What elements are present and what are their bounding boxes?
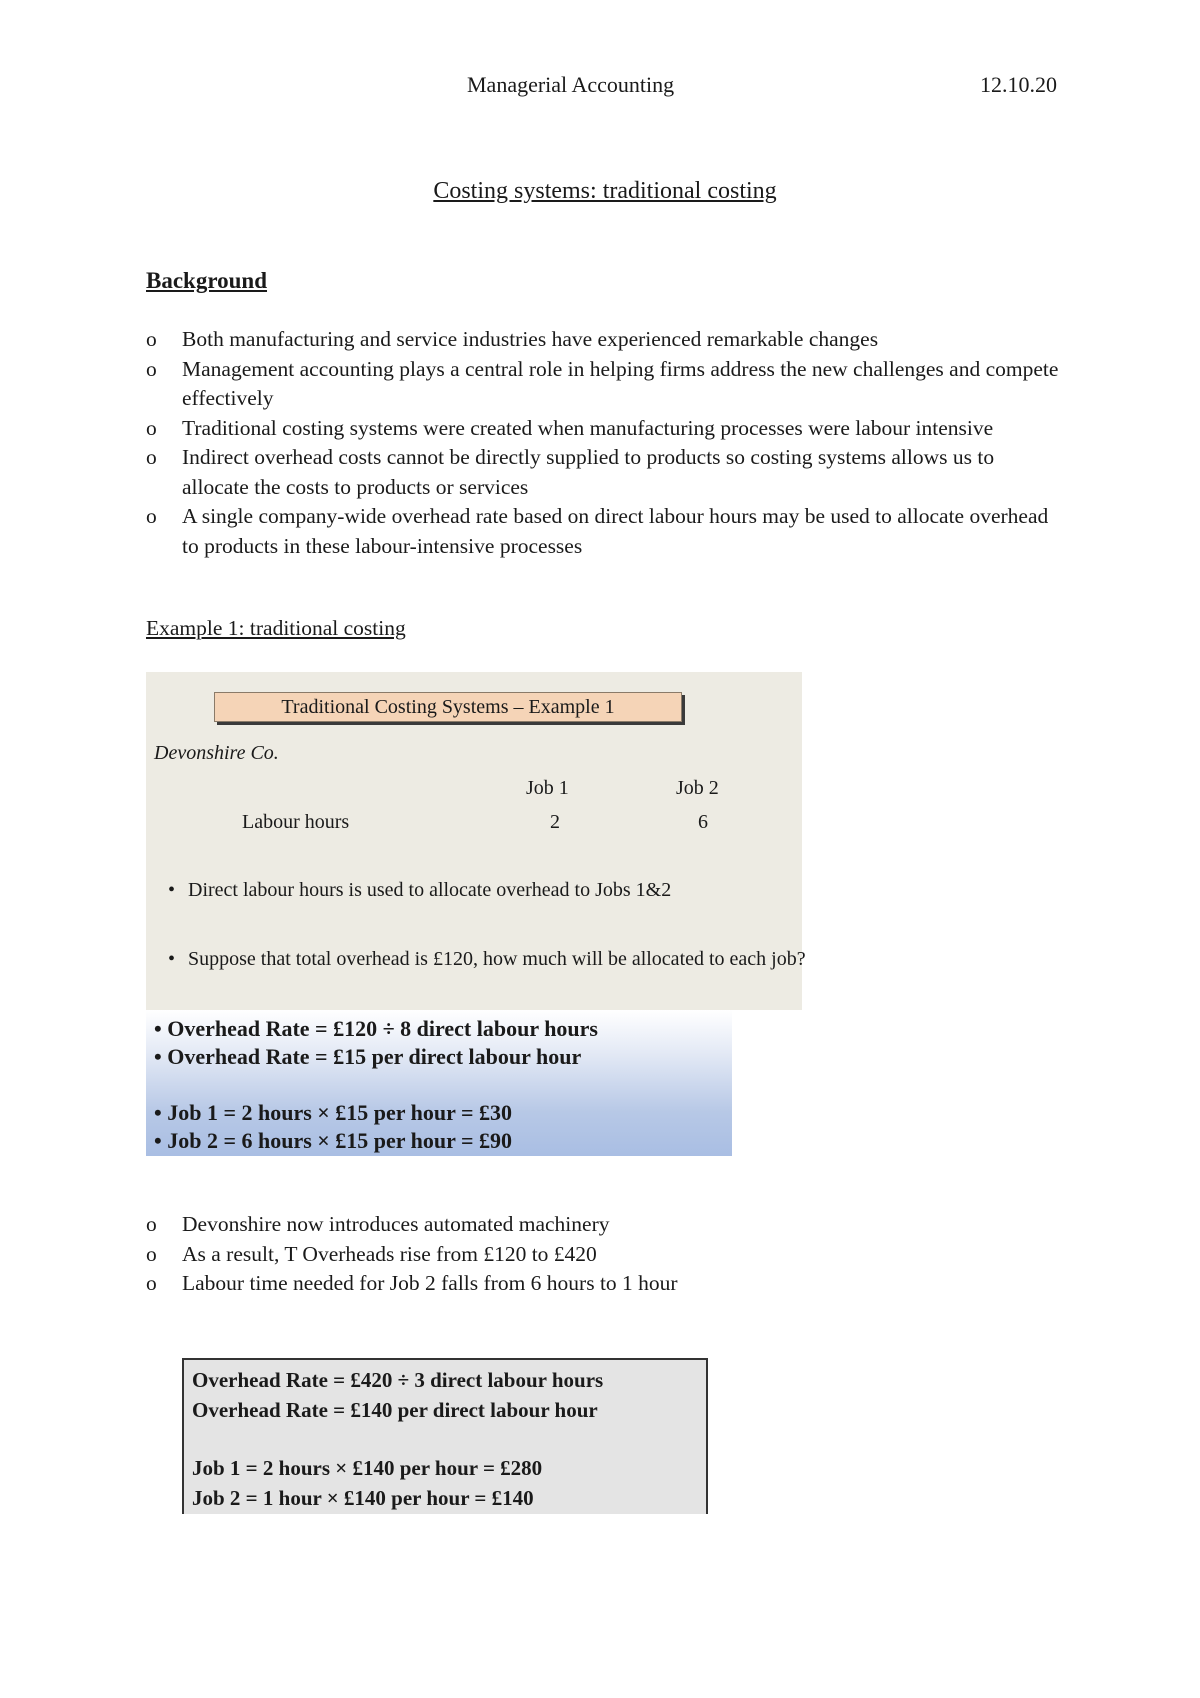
slide-job2-hours: 6 — [698, 811, 708, 833]
calc-line: • Job 1 = 2 hours × £15 per hour = £30 — [154, 1100, 513, 1125]
calc-line: Overhead Rate = £140 per direct labour hour — [192, 1398, 598, 1422]
calc-line: Job 2 = 1 hour × £140 per hour = £140 — [192, 1486, 534, 1510]
header-course-title: Managerial Accounting — [467, 72, 675, 97]
list-item: o A single company-wide overhead rate based on direct labour hours may be used to allocate overhead to products in these labour-intensive processes — [146, 502, 1066, 561]
calc-line: Overhead Rate = £420 ÷ 3 direct labour hours — [192, 1368, 604, 1392]
slide-banner: Traditional Costing Systems – Example 1 — [214, 692, 682, 722]
calculation-box-2 — [182, 1358, 708, 1514]
background-bullet-list — [146, 325, 1066, 561]
slide-column-job2: Job 2 — [676, 777, 719, 799]
followup-bullet-list — [146, 1210, 1066, 1299]
list-item: o Labour time needed for Job 2 falls from 6 hours to 1 hour — [146, 1269, 1066, 1299]
list-item: o Indirect overhead costs cannot be directly supplied to products so costing systems allows us to allocate the costs to products or services — [146, 443, 1066, 502]
slide-column-job1: Job 1 — [526, 777, 569, 799]
example-heading: Example 1: traditional costing — [146, 616, 406, 640]
slide-row-label: Labour hours — [242, 811, 350, 833]
calc-line: Job 1 = 2 hours × £140 per hour = £280 — [192, 1456, 543, 1480]
list-item: o Management accounting plays a central role in helping firms address the new challenges and compete effectively — [146, 355, 1066, 414]
list-item: o Traditional costing systems were created when manufacturing processes were labour intensive — [146, 414, 1066, 444]
list-item: o Devonshire now introduces automated machinery — [146, 1210, 1066, 1240]
background-heading: Background — [146, 268, 268, 293]
example-slide — [146, 672, 806, 1010]
list-item: o Both manufacturing and service industries have experienced remarkable changes — [146, 325, 1066, 355]
slide-company-name: Devonshire Co. — [154, 742, 279, 764]
header-date: 12.10.20 — [980, 72, 1057, 97]
slide-job1-hours: 2 — [550, 811, 560, 833]
document-title: Costing systems: traditional costing — [433, 178, 777, 204]
calc-line: • Overhead Rate = £15 per direct labour hour — [154, 1044, 582, 1069]
slide-bullet: • Direct labour hours is used to allocate overhead to Jobs 1&2 — [168, 878, 808, 902]
slide-bullet: • Suppose that total overhead is £120, how much will be allocated to each job? — [168, 947, 808, 971]
calc-line: • Job 2 = 6 hours × £15 per hour = £90 — [154, 1128, 513, 1153]
calculation-box-1 — [146, 1010, 732, 1156]
calc-line: • Overhead Rate = £120 ÷ 8 direct labour hours — [154, 1016, 598, 1041]
list-item: o As a result, T Overheads rise from £120 to £420 — [146, 1240, 1066, 1270]
